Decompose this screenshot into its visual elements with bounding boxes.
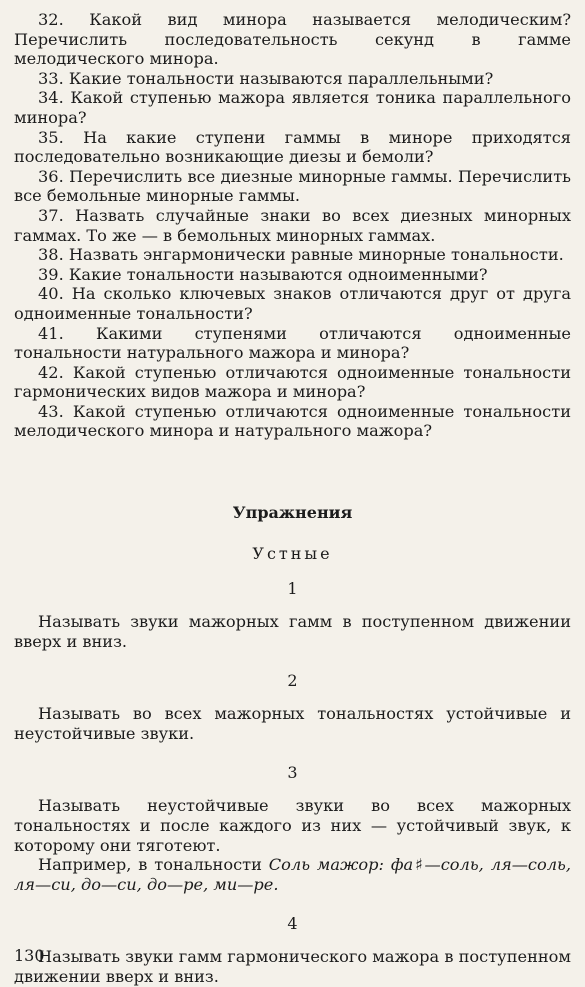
exercise-2-number: 2 [287,671,298,691]
question-36: 36. Перечислить все диезные минорные гаммы. Перечислить все бемольные минорные гаммы. [14,166,571,206]
exercise-4-text: Называть звуки гамм гармонического мажора в поступенном движении вверх и вниз. [14,947,571,986]
section-title: Упражнения [232,503,353,523]
exercise-2-text: Называть во всех мажорных тональностях устойчивые и неустойчивые звуки. [14,704,571,743]
exercise-4-number: 4 [287,914,298,934]
subsection-title: Устные [252,544,333,564]
question-41: 41. Какими ступенями отличаются одноименные тональности натурального мажора и минора? [14,323,571,363]
question-32: 32. Какой вид минора называется мелодическим? Перечислить последовательность секунд в гамме мелодического минора. [14,10,571,69]
question-38: 38. Назвать энгармонически равные минорные тональности. [38,245,564,265]
example-prefix: Например, в тональности [38,855,269,875]
exercise-3-number: 3 [287,763,298,783]
question-33: 33. Какие тональности называются параллельными? [38,68,494,88]
question-37: 37. Назвать случайные знаки во всех диезных минорных гаммах. То же — в бемольных минорных гаммах. [14,205,571,245]
page-number: 130 [14,946,45,965]
question-39: 39. Какие тональности называются одноименными? [38,264,488,284]
exercise-3-example [14,855,571,894]
exercise-3-text: Называть неустойчивые звуки во всех мажорных тональностях и после каждого из них — устойчивый звук, к которому они тяготеют. [14,796,571,855]
question-34: 34. Какой ступенью мажора является тоника параллельного минора? [14,88,571,127]
questions-list [14,10,571,441]
question-43: 43. Какой ступенью отличаются одноименные тональности мелодического минора и натурального мажора? [14,401,571,441]
question-42: 42. Какой ступенью отличаются одноименные тональности гармонических видов мажора и минора? [14,362,571,402]
exercise-1-number: 1 [287,579,298,599]
question-40: 40. На сколько ключевых знаков отличаются друг от друга одноименные тональности? [14,284,571,323]
question-35: 35. На какие ступени гаммы в миноре приходятся последовательно возникающие диезы и бемоли? [14,127,571,167]
example-italic: Соль мажор: фа♯—соль, ля—соль, ля—си, до—си, до—ре, ми—ре. [14,855,571,894]
exercise-1-text: Называть звуки мажорных гамм в поступенном движении вверх и вниз. [14,612,571,651]
